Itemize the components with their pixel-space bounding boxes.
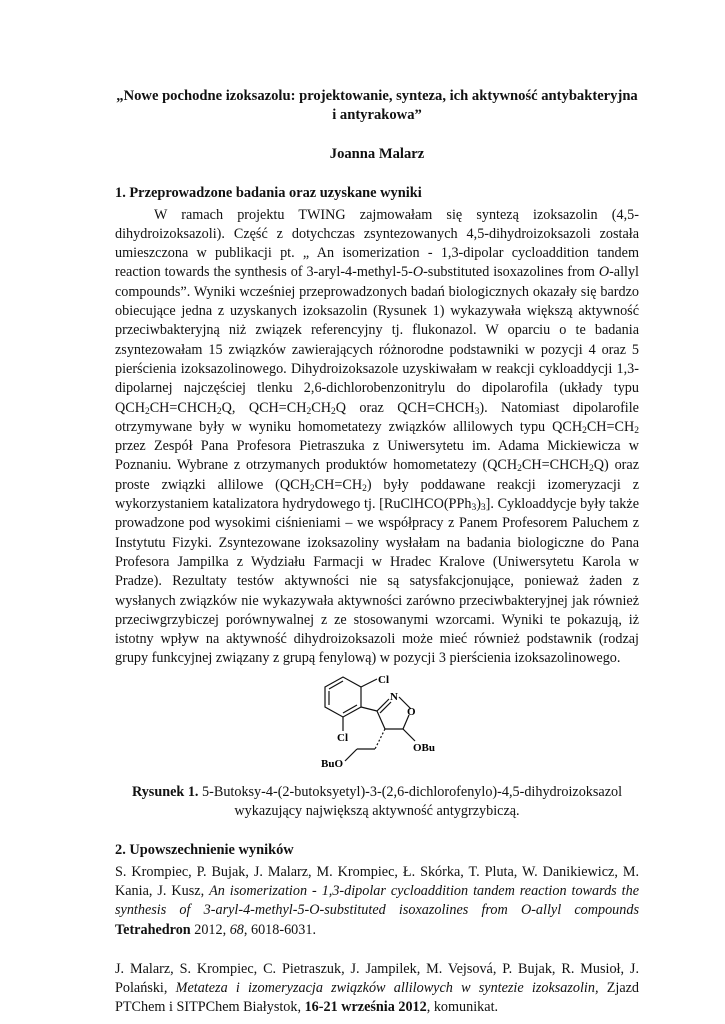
para-text-d: ) oraz proste związki allilowe ( <box>115 457 639 493</box>
caption-text: 5-Butoksy-4-(2-butoksyetyl)-3-(2,6-dichlorofenylo)-4,5-dihydroizoksazol wykazujący największą aktywność antygrzybiczą. <box>198 783 623 820</box>
para-text-c: przez Zespół Pana Profesora Pietraszuka z Uniwersytetu im. Adama Mickiewicza w Poznaniu. Wybrane z otrzymanych produktów homometatezy ( <box>115 438 639 474</box>
italic-o-1: O <box>412 264 424 281</box>
formula-1: $QCH_2CH=CHCH_2Q$, $QCH=CH_2CH_2Q$ oraz $QCH=CHCH_3$ <box>115 399 480 417</box>
author-name: Joanna Malarz <box>329 146 425 162</box>
o-label: O <box>407 705 416 718</box>
para-text-a: W ramach projektu TWING zajmowałam się syntezą izoksazolin (4,5-dihydroizoksazoli). Część z dotychczas zsyntezowanych 4,5-dihydroizoksazoli została umieszczona w publikacji pt. „ An isomerization - 1,3-dipolar cycloaddition tandem reaction towards the synthesis of 3-aryl-4-methyl-5- <box>115 206 639 281</box>
document-title <box>115 87 639 125</box>
reference-1-journal: Tetrahedron <box>115 921 191 938</box>
reference-2-date: 16-21 września 2012 <box>304 999 427 1016</box>
cl-bottom-label: Cl <box>337 731 348 744</box>
formula-5: $_3)_3$ <box>471 496 486 514</box>
document-page <box>115 87 639 1018</box>
chemical-structure-figure <box>287 675 467 771</box>
para-text-f: ]. Cykloaddycje były także prowadzone pod wysokimi ciśnieniami – we współpracy z Panem Profesorem Paluchem z Instytutu Fizyki. Zsyntezowane izoksazoliny wysłałam na badania biologiczne do Pana Profesora Jampilka z Wydziału Farmacji w Hradec Kralove (Uniwersytetu Karola w Pradze). Rezultaty testów aktywności nie są satysfakcjonujące, ponieważ żaden z wysłanych związków nie wykazywała aktywności zarówno przeciwbakteryjnej jak również przeciwgrzybiczej porównywalnej z ze stosowanymi wzorcami. Wyniki te pokazują, iż istotny wpływ na aktywność dihydroizoksazoli może mieć również podstawnik (rodzaj grupy funkcyjnej związany z grupą fenylową) w pozycji 3 pierścienia izoksazolinowego. <box>115 496 639 667</box>
caption-label: Rysunek 1. <box>131 783 199 800</box>
cl-top-label: Cl <box>378 674 389 686</box>
para-text-e: ) były poddawane reakcji izomeryzacji z wykorzystaniem katalizatora hydrydowego tj. [RuClHCO(PPh <box>115 476 640 513</box>
italic-o-2: O <box>598 264 610 281</box>
formula-4: $QCH_2CH=CH_2$ <box>279 476 367 494</box>
title-line-2: i antyrakowa” <box>332 107 422 123</box>
reference-1: S. Krompiec, P. Bujak, J. Malarz, M. Krompiec, Ł. Skórka, T. Pluta, W. Danikiewicz, M. Kania, J. Kusz, An isomerization - 1,3-dipolar cycloaddition tandem reaction towards the synthesis of 3-aryl-4-methyl-5-O-substituted isoxazolines from O-allyl compounds Tetrahedron 2012, 68, 6018-6031. <box>115 863 639 938</box>
benzene-ring <box>325 677 361 717</box>
section-1-paragraph <box>115 206 639 669</box>
para-text-a2: -substituted isoxazolines from <box>423 264 599 281</box>
buo-label: BuO <box>321 757 344 770</box>
figure-caption <box>115 783 639 822</box>
reference-1-volume: 68 <box>229 921 244 938</box>
section-2-heading: 2. Upowszechnienie wyników <box>115 842 294 859</box>
n-label: N <box>390 690 398 703</box>
formula-3: $QCH_2CH=CHCH_2Q$ <box>487 457 605 475</box>
reference-2-title: Metateza i izomeryzacja związków allilowych w syntezie izoksazolin, <box>175 980 599 997</box>
para-text-b: ). Natomiast dipolarofile otrzymywane były w wyniku homometatezy związków allilowych typu <box>115 399 639 435</box>
para-text-a3: -allyl compounds”. Wyniki wcześniej przeprowadzonych badań biologicznych okazały się bardzo obiecujące jedna z uzyskanych izoksazolin (Rysunek 1) wykazywała większą aktywność przeciwbakteryjną niż związek referencyjny tj. flukonazol. W oparciu o te badania zsyntezowałam 15 związków zawierających różnorodne podstawniki w pozycji 4 oraz 5 pierścienia izoksazolinowego. Dihydroizoksazole uzyskiwałam w reakcji cykloaddycji 1,3-dipolarnej najczęściej tlenku 2,6-dichlorobenzonitrylu do dipolarofila (układy typu <box>115 264 640 397</box>
reference-1-title: An isomerization - 1,3-dipolar cycloaddition tandem reaction towards the synthesis of 3-aryl-4-methyl-5-O-substituted isoxazolines from O-allyl compounds <box>115 882 639 919</box>
obu-label: OBu <box>413 741 436 754</box>
formula-2: $QCH_2CH=CH_2$ <box>552 418 639 436</box>
section-1-heading: 1. Przeprowadzone badania oraz uzyskane wyniki <box>115 185 422 202</box>
title-line-1: „Nowe pochodne izoksazolu: projektowanie, synteza, ich aktywność antybakteryjna <box>116 88 638 104</box>
reference-2: J. Malarz, S. Krompiec, C. Pietraszuk, J. Jampilek, M. Vejsová, P. Bujak, R. Musioł, J. Polański, Metateza i izomeryzacja związków allilowych w syntezie izoksazolin, Zjazd PTChem i SITPChem Białystok, 16-21 września 2012, komunikat. <box>115 960 640 1016</box>
